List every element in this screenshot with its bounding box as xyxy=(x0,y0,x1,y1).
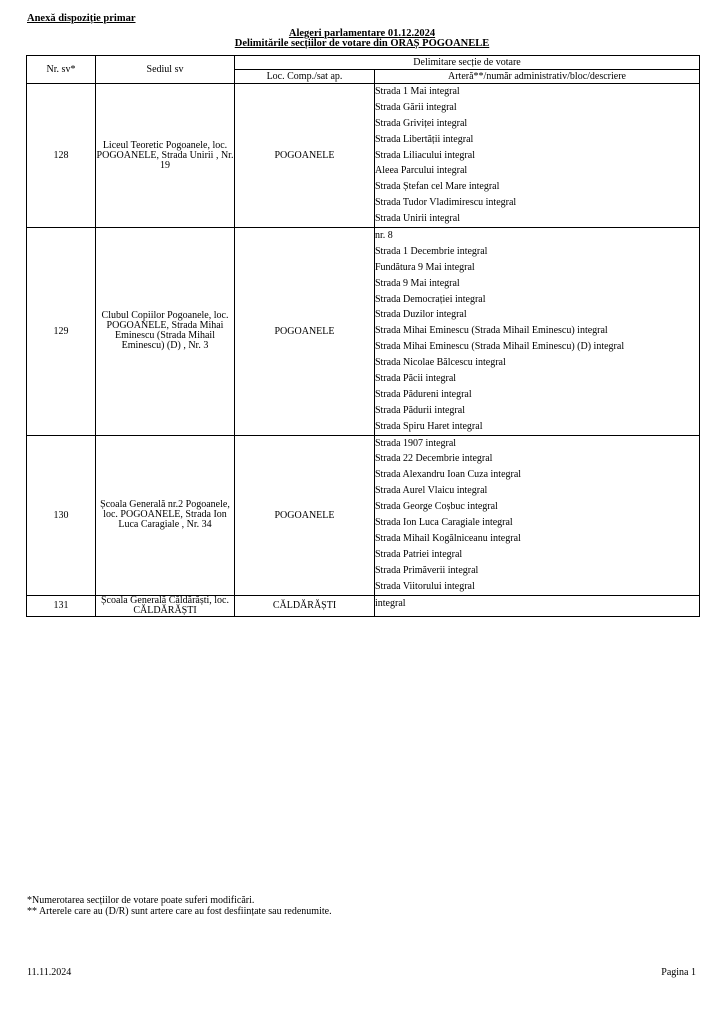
street-item: Strada Nicolae Bălcescu integral xyxy=(375,357,506,369)
header-loc: Loc. Comp./sat ap. xyxy=(235,70,375,84)
street-list xyxy=(375,84,700,228)
street-item: Strada Duzilor integral xyxy=(375,309,467,321)
section-number: 128 xyxy=(27,84,96,228)
section-number: 130 xyxy=(27,435,96,595)
street-item: Strada Mihai Eminescu (Strada Mihail Eminescu) integral xyxy=(375,325,608,337)
header-delimitare: Delimitare secție de votare xyxy=(235,56,700,70)
table-row xyxy=(27,595,700,616)
street-item: Strada Pădureni integral xyxy=(375,388,472,400)
street-item: Strada Primăverii integral xyxy=(375,564,479,576)
street-item: Strada Liliacului integral xyxy=(375,149,475,161)
street-item: nr. 8 xyxy=(375,230,393,242)
polling-sections-table xyxy=(26,55,700,617)
footnote-numbering: *Numerotarea secțiilor de votare poate suferi modificări. xyxy=(27,895,255,906)
footer-page-number: Pagina 1 xyxy=(661,967,696,978)
street-item: Strada Democrației integral xyxy=(375,293,486,305)
street-item: Strada Ion Luca Caragiale integral xyxy=(375,517,513,529)
street-item: Strada 1 Decembrie integral xyxy=(375,245,488,257)
header-sediu: Sediul sv xyxy=(96,56,235,84)
street-item: Strada 22 Decembrie integral xyxy=(375,453,493,465)
locality: POGOANELE xyxy=(235,84,375,228)
section-location: Liceul Teoretic Pogoanele, loc. POGOANELE, Strada Unirii , Nr. 19 xyxy=(96,84,235,228)
street-item: Strada Griviței integral xyxy=(375,117,468,129)
document-title: Alegeri parlamentare 01.12.2024 xyxy=(288,28,436,39)
table-body xyxy=(27,84,700,617)
section-number: 131 xyxy=(27,595,96,616)
street-item: Fundătura 9 Mai integral xyxy=(375,261,475,273)
locality: POGOANELE xyxy=(235,435,375,595)
footnotes xyxy=(27,895,332,917)
street-item: Strada George Coșbuc integral xyxy=(375,501,498,513)
street-item: Strada Patriei integral xyxy=(375,548,463,560)
street-item: Strada Mihail Kogălniceanu integral xyxy=(375,532,521,544)
street-item: Strada Pădurii integral xyxy=(375,404,465,416)
section-number: 129 xyxy=(27,228,96,436)
street-item: Strada Tudor Vladimirescu integral xyxy=(375,197,517,209)
street-item: Strada Aurel Vlaicu integral xyxy=(375,485,488,497)
annex-label: Anexă dispoziție primar xyxy=(27,13,136,24)
street-list xyxy=(375,595,700,616)
street-item: Strada Păcii integral xyxy=(375,373,457,385)
section-location: Școala Generală nr.2 Pogoanele, loc. POGOANELE, Strada Ion Luca Caragiale , Nr. 34 xyxy=(96,435,235,595)
footnote-arteries: ** Arterele care au (D/R) sunt artere care au fost desființate sau redenumite. xyxy=(27,906,332,917)
street-list xyxy=(375,435,700,595)
street-item: Strada Libertății integral xyxy=(375,133,474,145)
table-row xyxy=(27,84,700,228)
section-location: Școala Generală Căldărăști, loc. CĂLDĂRĂȘTI xyxy=(96,595,235,616)
street-item: Aleea Parcului integral xyxy=(375,165,468,177)
street-item: Strada Viitorului integral xyxy=(375,580,475,592)
street-list xyxy=(375,228,700,436)
street-item: integral xyxy=(375,597,406,609)
locality: POGOANELE xyxy=(235,228,375,436)
footer-date: 11.11.2024 xyxy=(27,967,72,978)
table-row xyxy=(27,435,700,595)
street-item: Strada 1 Mai integral xyxy=(375,86,460,97)
section-location: Clubul Copiilor Pogoanele, loc. POGOANELE, Strada Mihai Eminescu (Strada Mihail Eminescu) (D) , Nr. 3 xyxy=(96,228,235,436)
street-item: Strada Alexandru Ioan Cuza integral xyxy=(375,469,522,481)
street-item: Strada Unirii integral xyxy=(375,213,460,225)
locality: CĂLDĂRĂȘTI xyxy=(235,595,375,616)
street-item: Strada 1907 integral xyxy=(375,437,457,449)
street-item: Strada 9 Mai integral xyxy=(375,277,460,289)
street-item: Strada Ștefan cel Mare integral xyxy=(375,181,500,193)
header-nr: Nr. sv* xyxy=(27,56,96,84)
street-item: Strada Gării integral xyxy=(375,101,457,113)
street-item: Strada Spiru Haret integral xyxy=(375,420,483,432)
document-subtitle: Delimitările secțiilor de votare din ORAȘ POGOANELE xyxy=(234,38,490,49)
header-artera: Arteră**/număr administrativ/bloc/descriere xyxy=(375,70,700,84)
street-item: Strada Mihai Eminescu (Strada Mihail Eminescu) (D) integral xyxy=(375,341,625,353)
table-row xyxy=(27,228,700,436)
